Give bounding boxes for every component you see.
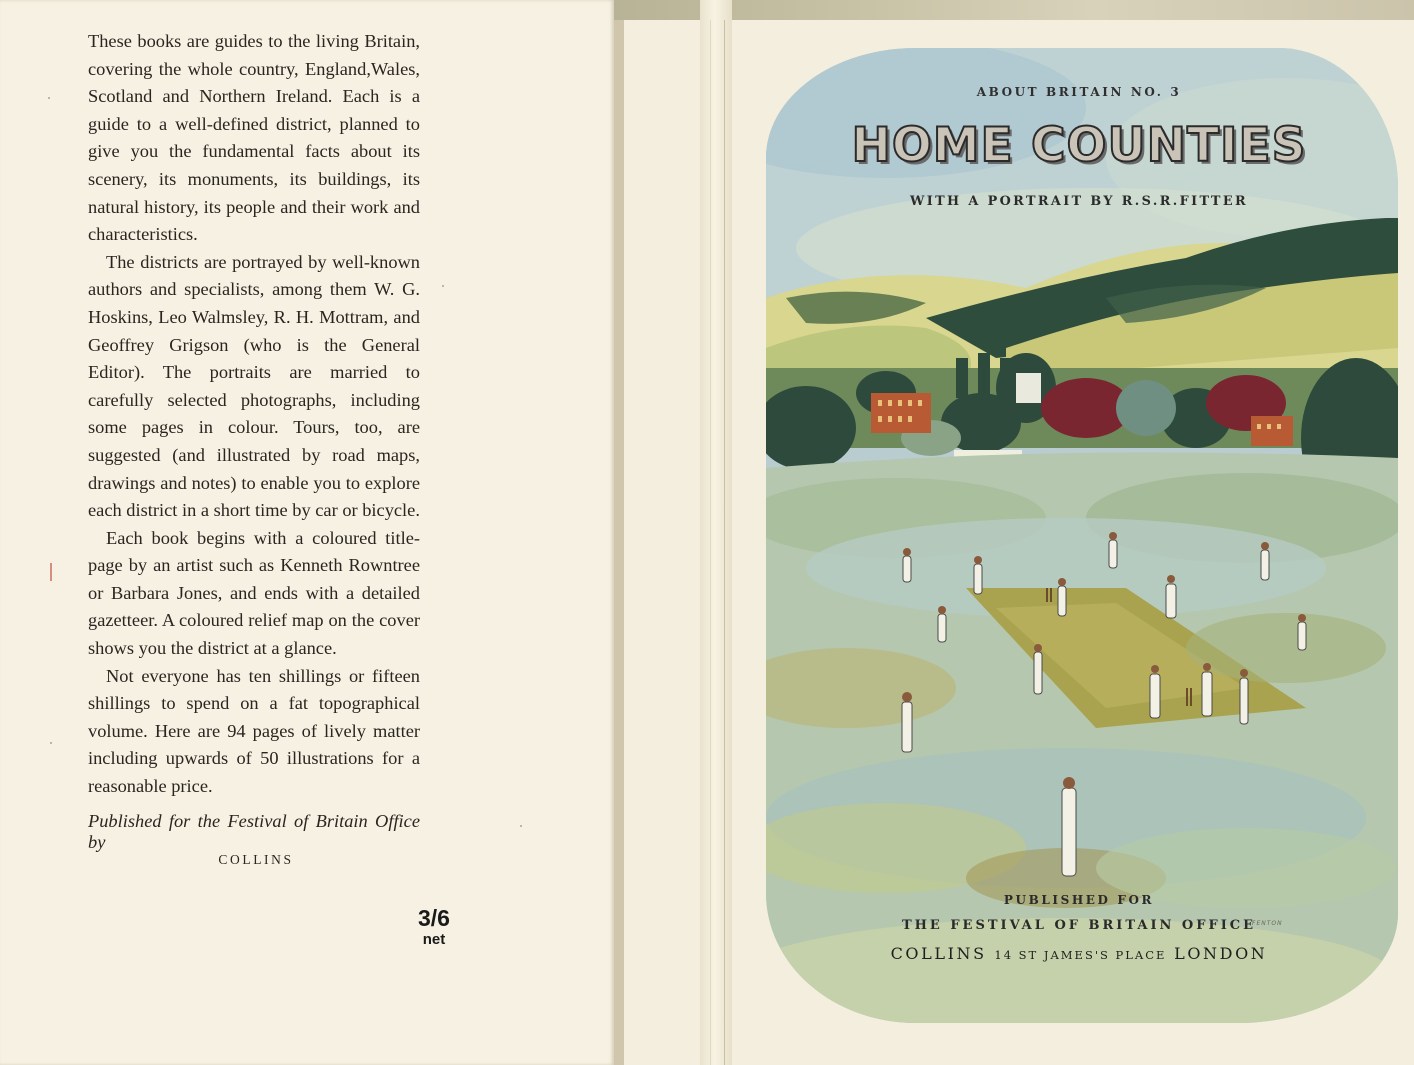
- spine-edge: [614, 0, 1414, 20]
- ink-mark: [50, 563, 52, 581]
- publisher-name: COLLINS: [218, 852, 294, 867]
- blurb-paragraph-2: The districts are portrayed by well-known authors and specialists, among them W. G. Hoskins, Leo Walmsley, R. H. Mottram, and Geoffrey Grigson (who is the General Editor). The portraits are married to carefully selected photographs, including some pages in colour. Tours, too, are suggested (and illustrated by road maps, drawings and notes) to enable you to explore each district in a short time by car or bicycle.: [88, 251, 420, 521]
- artist-signature: FENTON: [1252, 920, 1283, 927]
- paper-speck: [520, 825, 522, 827]
- blurb-paragraph-4: Not everyone has ten shillings or fifteen shillings to spend on a fat topographical volume. Here are 94 pages of lively matter including upwards of 50 illustrations for a reasonable price.: [88, 665, 420, 797]
- cover-subtitle: WITH A PORTRAIT BY R.S.R.FITTER: [909, 194, 1249, 209]
- published-for: PUBLISHED FOR: [1003, 893, 1155, 907]
- series-label: ABOUT BRITAIN NO. 3: [976, 85, 1182, 99]
- publisher-city: LONDON: [1174, 944, 1268, 963]
- spine-crease: [724, 20, 725, 1065]
- price-amount: 3/6: [418, 905, 450, 931]
- blurb-paragraph-1: These books are guides to the living Britain, covering the whole country, England,Wales, Scotland and Northern Ireland. Each is a guide to a well-defined district, planned to give you the fundamental facts about its scenery, its monuments, its buildings, its natural history, its people and their work and characteristics.: [88, 31, 420, 245]
- spine-crease: [710, 20, 711, 1065]
- blurb-paragraph-3: Each book begins with a coloured title-page by an artist such as Kenneth Rowntree or Barbara Jones, and ends with a detailed gazetteer. A coloured relief map on the cover shows you the district at a glance.: [88, 527, 420, 659]
- price-tag: [404, 904, 464, 948]
- publisher-address: [766, 944, 1392, 963]
- fold-gap: [614, 0, 624, 1065]
- paper-speck: [50, 742, 52, 744]
- paper-speck: [48, 97, 50, 99]
- cover-title: HOME COUNTIES: [851, 118, 1307, 173]
- paper-speck: [442, 285, 444, 287]
- price-suffix: net: [422, 931, 446, 948]
- back-flap: [0, 0, 614, 1065]
- publisher-street: 14 ST JAMES'S PLACE: [994, 948, 1167, 962]
- flap-blurb: [88, 28, 420, 801]
- imprint-line: Published for the Festival of Britain Office by: [88, 811, 420, 852]
- cover-illustration: [766, 48, 1398, 1023]
- spine-fold: [700, 0, 732, 1065]
- publisher-collins: COLLINS: [890, 944, 987, 963]
- festival-office: THE FESTIVAL OF BRITAIN OFFICE: [901, 918, 1257, 933]
